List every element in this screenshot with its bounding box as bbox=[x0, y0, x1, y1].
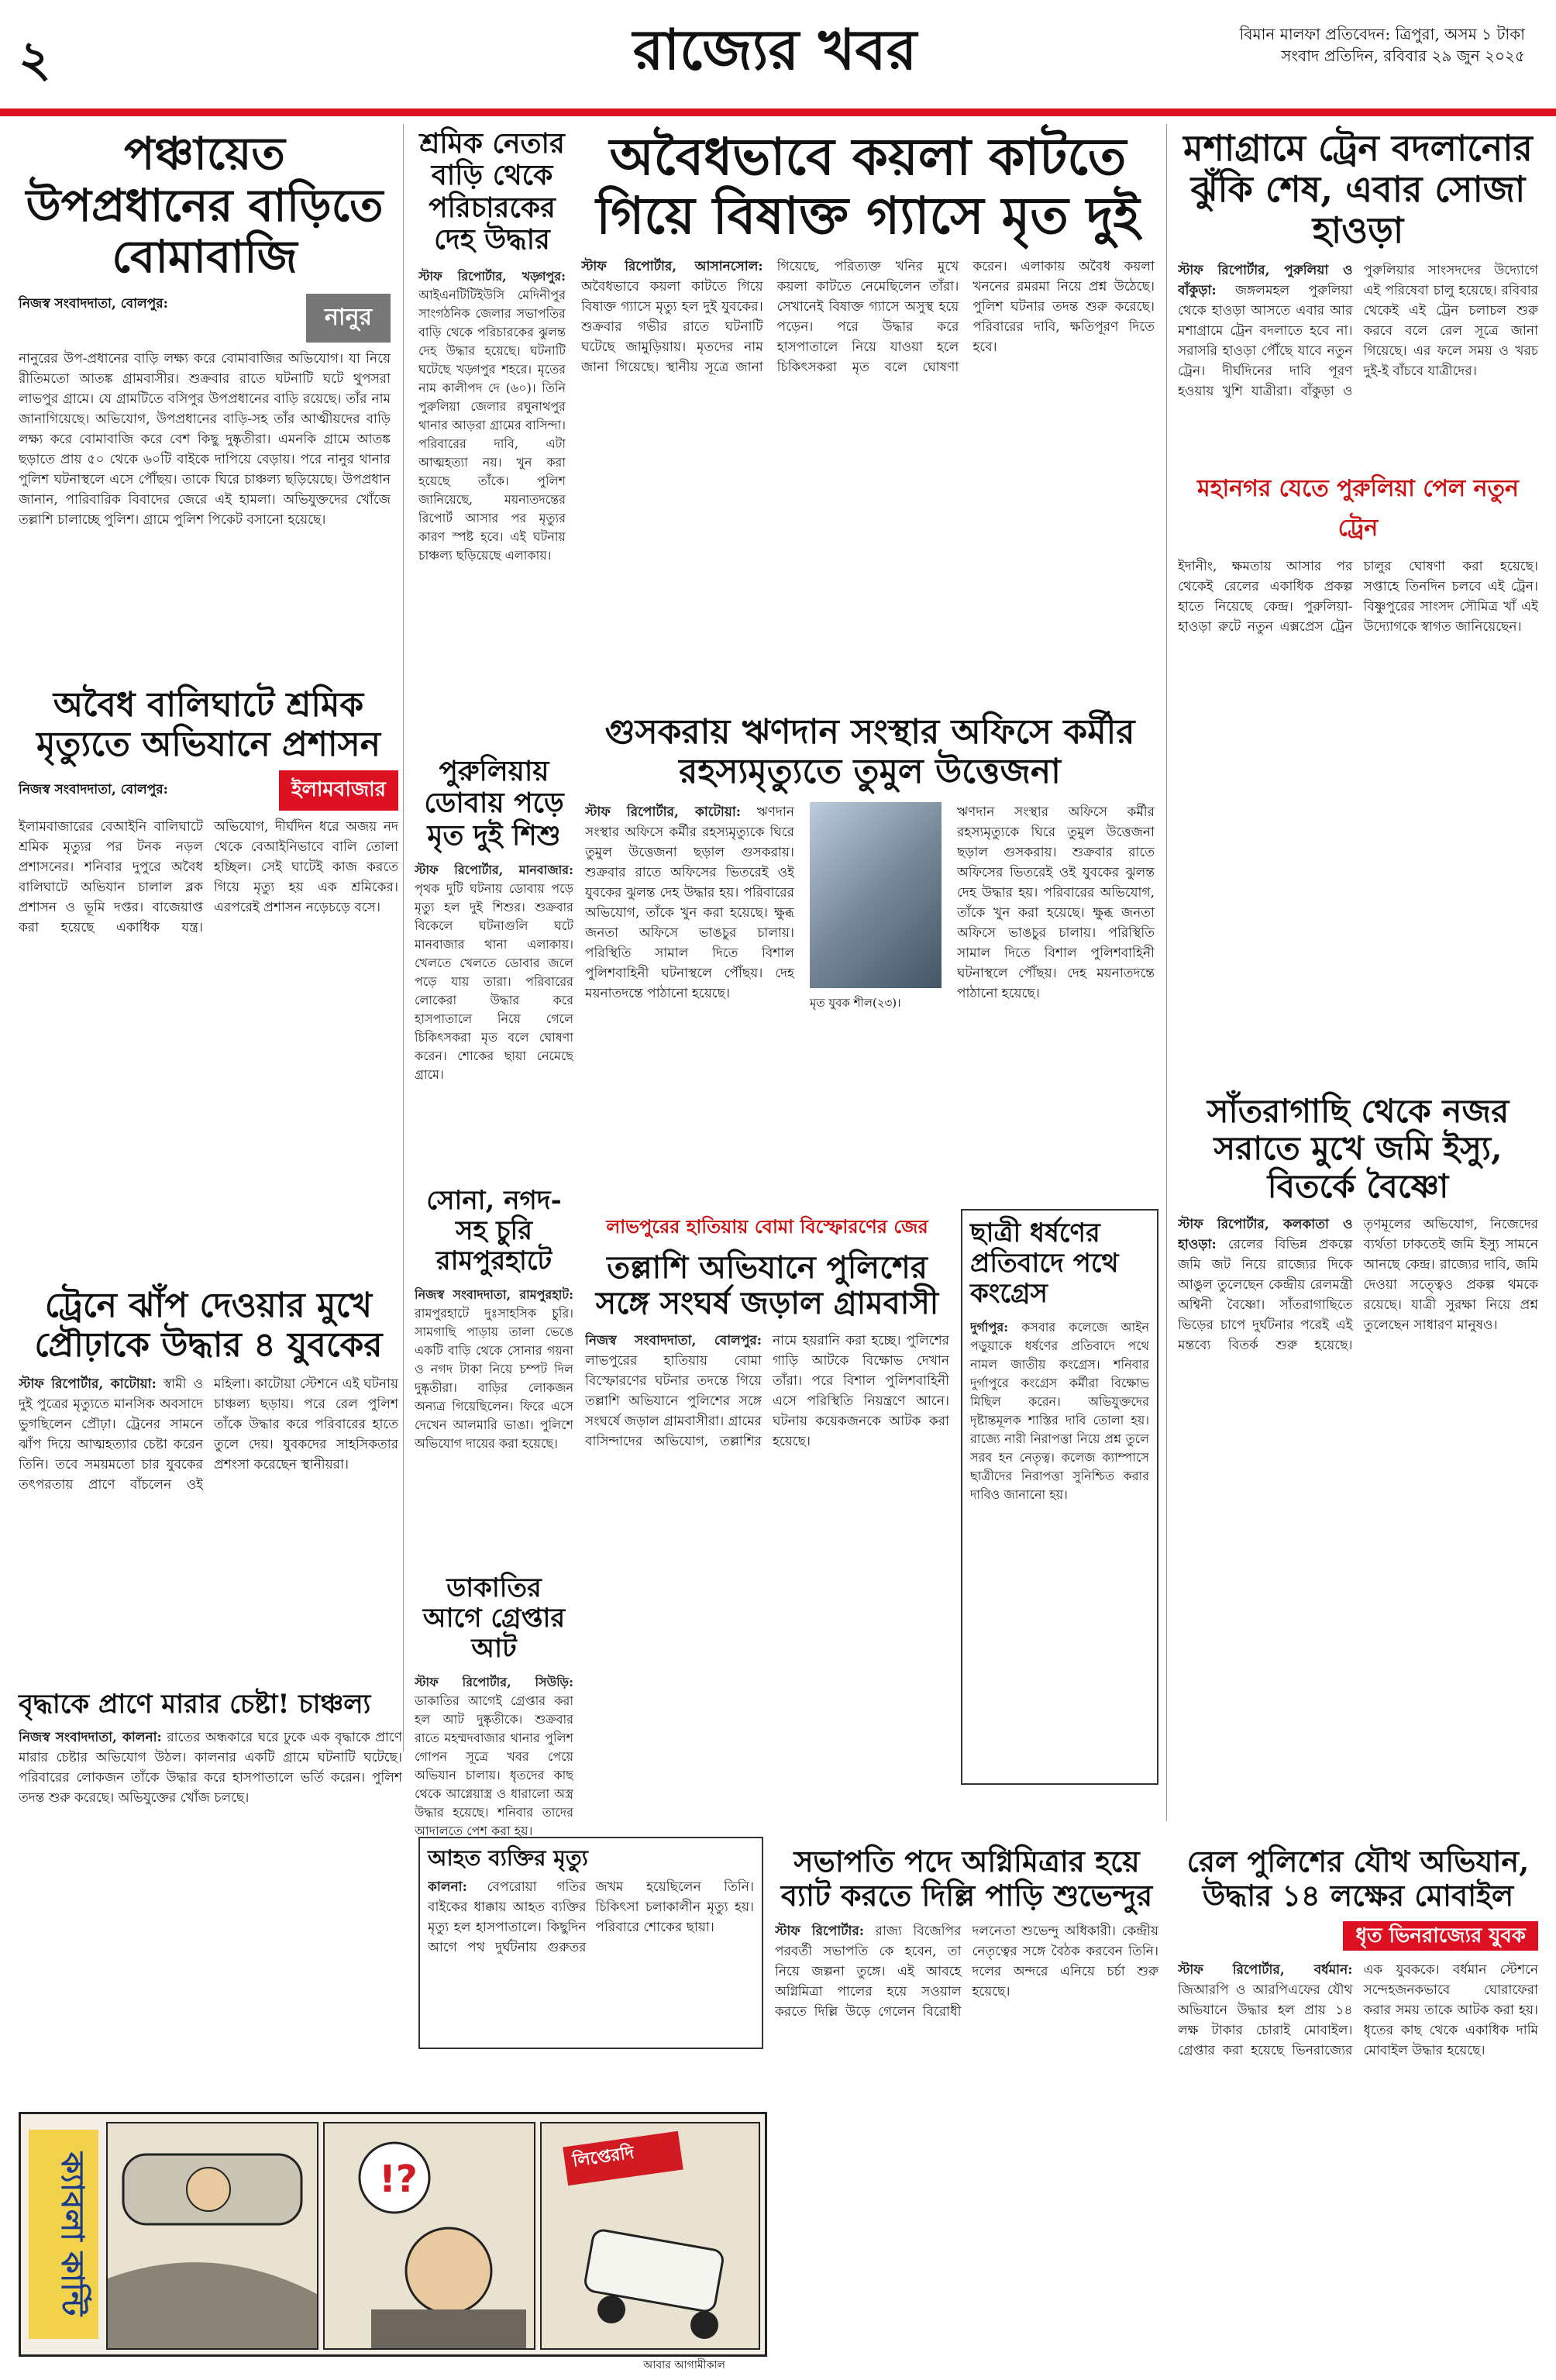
article-koyla bbox=[581, 128, 1155, 621]
article-headline: আহত ব্যক্তির মৃত্যু bbox=[428, 1845, 588, 1871]
cartoon-panel-3 bbox=[540, 2122, 760, 2350]
article-byline: স্টাফ রিপোর্টার, মানবাজার: bbox=[415, 863, 573, 878]
article-headline: সোনা, নগদ-সহ চুরি রামপুরহাটে bbox=[426, 1185, 562, 1277]
article-body: ইলামবাজারের বেআইনি বালিঘাটে শ্রমিক মৃত্যুর পর টনক নড়ল প্রশাসনের। শনিবার দুপুরে অবৈধ বালিঘাটে অভিযান চালাল ব্লক প্রশাসন ও ভূমি দপ্তর। বাজেয়াপ্ত করা হয়েছে একাধিক যন্ত্র। অভিযোগ, দীর্ঘদিন ধরে অজয় নদ থেকে বেআইনিভাবে বালি তোলা হচ্ছিল। সেই ঘাটেই কাজ করতে গিয়ে মৃত্যু হয় এক শ্রমিকের। এরপরেই প্রশাসন নড়েচড়ে বসে। bbox=[19, 819, 398, 936]
article-hatia bbox=[585, 1213, 949, 1765]
article-body: ঋণদান সংস্থার অফিসে কর্মীর রহস্যমৃত্যুকে ঘিরে তুমুল উত্তেজনা ছড়াল গুসকরায়। শুক্রবার রাতে অফিসের ভিতরেই ওই যুবকের ঝুলন্ত দেহ উদ্ধার হয়। পরিবারের অভিযোগ, তাঁকে খুন করা হয়েছে। ক্ষুব্ধ জনতা অফিসে ভাঙচুর চালায়। পরিস্থিতি সামাল দিতে বিশাল পুলিশবাহিনী ঘটনাস্থলে পৌঁছয়। দেহ ময়নাতদন্তে পাঠানো হয়েছে। bbox=[585, 804, 794, 1002]
article-agnimitra bbox=[775, 1844, 1158, 2355]
article-headline: বৃদ্ধাকে প্রাণে মারার চেষ্টা! চাঞ্চল্য bbox=[19, 1689, 371, 1720]
article-body: পৃথক দুটি ঘটনায় ডোবায় পড়ে মৃত্যু হল দুই শিশুর। শুক্রবার বিকেলে ঘটনাগুলি ঘটে মানবাজার থানা এলাকায়। খেলতে খেলতে ডোবার জলে পড়ে যায় তারা। পরিবারের লোকেরা উদ্ধার করে হাসপাতালে নিয়ে গেলে চিকিৎসকরা মৃত বলে ঘোষণা করেন। শোকের ছায়া নেমেছে গ্রামে। bbox=[415, 881, 573, 1083]
article-headline: ট্রেনে ঝাঁপ দেওয়ার মুখে প্রৌঢ়াকে উদ্ধার ৪ যুবকের bbox=[34, 1286, 383, 1365]
cartoon-credit: আবার আগামীকাল bbox=[643, 2359, 725, 2371]
cartoon-panel-2 bbox=[323, 2122, 535, 2350]
article-headline: মশাগ্রামে ট্রেন বদলানোর ঝুঁকি শেষ, এবার সোজা হাওড়া bbox=[1183, 127, 1533, 251]
article-headline: শ্রমিক নেতার বাড়ি থেকে পরিচারকের দেহ উদ্ধার bbox=[419, 127, 565, 257]
article-byline: স্টাফ রিপোর্টার, সিউড়ি: bbox=[415, 1675, 573, 1690]
article-ahata bbox=[418, 1837, 763, 2049]
cartoon-sign: লিপ্তেরদি bbox=[571, 2142, 635, 2172]
article-headline: সাঁতরাগাছি থেকে নজর সরাতে মুখে জমি ইস্যু, বিতর্কে বৈষ্ণো bbox=[1207, 1092, 1510, 1205]
article-byline: স্টাফ রিপোর্টার, কাটোয়া: bbox=[19, 1376, 157, 1393]
article-headline: পুরুলিয়ায় ডোবায় পড়ে মৃত দুই শিশু bbox=[424, 755, 564, 852]
article-headline: ছাত্রী ধর্ষণের প্রতিবাদে পথে কংগ্রেস bbox=[970, 1218, 1119, 1310]
article-body: ডাকাতির আগেই গ্রেপ্তার করা হল আট দুষ্কৃতীকে। শুক্রবার রাতে মহম্মদবাজার থানার পুলিশ গোপন সূত্রে খবর পেয়ে অভিযান চালায়। ধৃতদের কাছ থেকে আগ্নেয়াস্ত্র ও ধারালো অস্ত্র উদ্ধার হয়েছে। শনিবার তাদের আদালতে পেশ করা হয়। bbox=[415, 1693, 573, 1839]
article-byline: নিজস্ব সংবাদদাতা, বোলপুর: bbox=[19, 296, 168, 312]
article-byline: কালনা: bbox=[428, 1879, 467, 1896]
article-congress bbox=[961, 1209, 1158, 1785]
svg-text:!?: !? bbox=[379, 2158, 418, 2201]
article-kicker: লাভপুরের হাতিয়ায় বোমা বিস্ফোরণের জের bbox=[606, 1215, 928, 1238]
article-body: রেলের বিভিন্ন প্রকল্পে জমি জট নিয়ে রাজ্যের দিকে আঙুল তুলেছেন কেন্দ্রীয় রেলমন্ত্রী অশ্বিনী বৈষ্ণো। সাঁতরাগাছিতে ভিড়ের চাপে দুর্ঘটনার পরেই এই মন্তব্যে বিতর্ক শুরু হয়েছে। তৃণমূলের অভিযোগ, নিজেদের ব্যর্থতা ঢাকতেই জমি ইস্যু সামনে আনছে কেন্দ্র। রাজ্যের দাবি, জমি দেওয়া সত্ত্বেও প্রকল্প থমকে রয়েছে। যাত্রী সুরক্ষা নিয়ে প্রশ্ন তুলেছেন সাধারণ মানুষও। bbox=[1178, 1216, 1538, 1353]
article-body: আইএনটিটিইউসি মেদিনীপুর সাংগঠনিক জেলার সভাপতির বাড়ি থেকে পরিচারকের ঝুলন্ত দেহ উদ্ধার হয়েছে। ঘটনাটি ঘটেছে খড়্গপুর শহরে। মৃতের নাম কালীপদ দে (৬০)। তিনি পুরুলিয়া জেলার রঘুনাথপুর থানার আড়রা গ্রামের বাসিন্দা। পরিবারের দাবি, এটা আত্মহত্যা নয়। খুন করা হয়েছে তাঁকে। পুলিশ জানিয়েছে, ময়নাতদন্তের রিপোর্ট আসার পর মৃত্যুর কারণ স্পষ্ট হবে। এই ঘটনায় চাঞ্চল্য ছড়িয়েছে এলাকায়। bbox=[418, 287, 566, 563]
article-briddha bbox=[19, 1689, 402, 1960]
article-body: জঙ্গলমহল পুরুলিয়া থেকে হাওড়া আসতে এবার আর মশাগ্রামে ট্রেন বদলাতে হবে না। সরাসরি হাওড়া পৌঁছে যাবে নতুন ট্রেন। দীর্ঘদিনের দাবি পূরণ হওয়ায় খুশি যাত্রীরা। বাঁকুড়া ও পুরুলিয়ার সাংসদদের উদ্যোগে এই পরিষেবা চালু হয়েছে। রবিবার থেকেই এই ট্রেন চলাচল শুরু করবে বলে রেল সূত্রে জানা গিয়েছে। এর ফলে সময় ও খরচ দুই-ই বাঁচবে যাত্রীদের। bbox=[1178, 262, 1538, 399]
article-body-continued: ঋণদান সংস্থার অফিসে কর্মীর রহস্যমৃত্যুকে ঘিরে তুমুল উত্তেজনা ছড়াল গুসকরায়। শুক্রবার রাতে অফিসের ভিতরেই ওই যুবকের ঝুলন্ত দেহ উদ্ধার হয়। পরিবারের অভিযোগ, তাঁকে খুন করা হয়েছে। ক্ষুব্ধ জনতা অফিসে ভাঙচুর চালায়। পরিস্থিতি সামাল দিতে বিশাল পুলিশবাহিনী ঘটনাস্থলে পৌঁছয়। দেহ ময়নাতদন্তে পাঠানো হয়েছে। bbox=[957, 804, 1155, 1002]
article-headline: অবৈধ বালিঘাটে শ্রমিক মৃত্যুতে অভিযানে প্রশাসন bbox=[36, 685, 381, 764]
column-divider bbox=[1166, 124, 1167, 1821]
location-tag: নানুর bbox=[306, 294, 391, 343]
article-sona-nagad bbox=[415, 1186, 573, 1596]
article-byline: নিজস্ব সংবাদদাতা, কালনা: bbox=[19, 1730, 162, 1746]
location-tag: ইলামবাজার bbox=[279, 770, 398, 811]
article-shramik-neta bbox=[418, 128, 566, 670]
article-byline: স্টাফ রিপোর্টার, পুরুলিয়া ও বাঁকুড়া: bbox=[1178, 262, 1353, 298]
article-body: রাতের অন্ধকারে ঘরে ঢুকে এক বৃদ্ধাকে প্রাণে মারার চেষ্টার অভিযোগ উঠল। কালনার একটি গ্রামে ঘটনাটি ঘটেছে। পরিবারের লোকজন তাঁকে উদ্ধার করে হাসপাতালে ভর্তি করেন। পুলিশ তদন্ত শুরু করেছে। অভিযুক্তের খোঁজ চলছে। bbox=[19, 1730, 402, 1807]
article-byline: স্টাফ রিপোর্টার, বর্ধমান: bbox=[1178, 1962, 1353, 1979]
article-guskara bbox=[585, 713, 1155, 1236]
article-santragachi bbox=[1178, 1093, 1538, 1695]
article-headline: ডাকাতির আগে গ্রেপ্তার আট bbox=[422, 1572, 566, 1665]
cartoon-strip bbox=[19, 2112, 767, 2357]
article-headline: গুসকরায় ঋণদান সংস্থার অফিসে কর্মীর রহস্যমৃত্যুতে তুমুল উত্তেজনা bbox=[604, 712, 1135, 791]
cartoon-title: ক্যাবলা কান্টি bbox=[29, 2130, 98, 2339]
article-byline: স্টাফ রিপোর্টার: bbox=[775, 1924, 865, 1940]
article-body: রাজ্য বিজেপির পরবর্তী সভাপতি কে হবেন, তা নিয়ে জল্পনা তুঙ্গে। এই আবহে অগ্নিমিত্রা পালের হয়ে সওয়াল করতে দিল্লি উড়ে গেলেন বিরোধী দলনেতা শুভেন্দু অধিকারী। কেন্দ্রীয় নেতৃত্বের সঙ্গে বৈঠক করবেন তিনি। দলের অন্দরে এনিয়ে চর্চা শুরু হয়েছে। bbox=[775, 1924, 1158, 2020]
article-headline: রেল পুলিশের যৌথ অভিযান, উদ্ধার ১৪ লক্ষের মোবাইল bbox=[1186, 1844, 1530, 1913]
page-number: ২ bbox=[19, 30, 51, 88]
section-title: রাজ্যের খবর bbox=[632, 16, 917, 82]
article-body: লাভপুরের হাতিয়ায় বোমা বিস্ফোরণের ঘটনার তদন্তে গিয়ে তল্লাশি অভিযানে পুলিশের সঙ্গে সংঘর্ষে জড়াল গ্রামবাসীরা। গ্রামের বাসিন্দাদের অভিযোগ, তল্লাশির নামে হয়রানি করা হচ্ছে। পুলিশের গাড়ি আটকে বিক্ষোভ দেখান তাঁরা। পরে বিশাল পুলিশবাহিনী এসে পরিস্থিতি নিয়ন্ত্রণে আনে। ঘটনায় কয়েকজনকে আটক করা হয়েছে। bbox=[585, 1333, 949, 1449]
article-byline: স্টাফ রিপোর্টার, কলকাতা ও হাওড়া: bbox=[1178, 1216, 1353, 1252]
info-line-1: বিমান মালফা প্রতিবেদন: ত্রিপুরা, অসম ১ টাকা bbox=[1239, 25, 1525, 43]
article-byline: নিজস্ব সংবাদদাতা, বোলপুর: bbox=[19, 782, 168, 798]
article-body: রামপুরহাটে দুঃসাহসিক চুরি। সামগাছি পাড়ায় তালা ভেঙে একটি বাড়ি থেকে সোনার গয়না ও নগদ টাকা নিয়ে চম্পট দিল দুষ্কৃতীরা। বাড়ির লোকজন অন্যত্র গিয়েছিলেন। ফিরে এসে দেখেন আলমারি ভাঙা। পুলিশে অভিযোগ দায়ের করা হয়েছে। bbox=[415, 1306, 573, 1452]
article-byline: দুর্গাপুর: bbox=[970, 1320, 1009, 1335]
column-divider bbox=[403, 124, 404, 1751]
article-byline: স্টাফ রিপোর্টার, খড়্গপুর: bbox=[418, 268, 566, 284]
info-line-2: সংবাদ প্রতিদিন, রবিবার ২৯ জুন ২০২৫ bbox=[1281, 46, 1525, 65]
article-upapradhan bbox=[19, 128, 391, 713]
article-body: বেপরোয়া গতির বাইকের ধাক্কায় আহত ব্যক্তির মৃত্যু হল হাসপাতালে। কিছুদিন আগে পথ দুর্ঘটনায় গুরুতর জখম হয়েছিলেন তিনি। চিকিৎসা চলাকালীন মৃত্যু হয়। পরিবারে শোকের ছায়া। bbox=[428, 1879, 754, 1956]
car-mirror-illustration bbox=[108, 2123, 317, 2348]
article-body: নানুরের উপ-প্রধানের বাড়ি লক্ষ্য করে বোমাবাজির অভিযোগ। যা নিয়ে রীতিমতো আতঙ্ক গ্রামবাসীর। শুক্রবার রাতে ঘটনাটি ঘটে থুপসরা লাভপুর গ্রামে। যে গ্রামটিতে বসিপুর উপপ্রধানের বাড়ি রয়েছে। তাঁর নাম জানাগিয়েছে। অভিযোগ, উপপ্রধানের বাড়ি-সহ তাঁর আত্মীয়দের বাড়ি লক্ষ্য করে বোমাবাজি করে বেশ কিছু দুষ্কৃতীরা। এমনকি গ্রামে আতঙ্ক ছড়াতে প্রায় ৫০ থেকে ৬০টি বাইকে দাপিয়ে বেড়ায়। পরে নানুর থানার পুলিশ ঘটনাস্থলে এসে পৌঁছয়। তাকে ঘিরে চাঞ্চল্য ছড়িয়েছে। উপপ্রধান জানান, পারিবারিক বিবাদের জেরে এই হামলা। অভিযুক্তদের খোঁজে তল্লাশি চালাচ্ছে পুলিশ। গ্রামে পুলিশ পিকেট বসানো হয়েছে। bbox=[19, 351, 391, 529]
article-byline: নিজস্ব সংবাদদাতা, বোলপুর: bbox=[585, 1333, 762, 1348]
article-balighat bbox=[19, 686, 398, 1158]
photo-caption: মৃত যুবক শীল(২৩)। bbox=[810, 996, 901, 1011]
location-tag: ধৃত ভিনরাজ্যের যুবক bbox=[1343, 1921, 1538, 1951]
article-body: জিআরপি ও আরপিএফের যৌথ অভিযানে উদ্ধার হল প্রায় ১৪ লক্ষ টাকার চোরাই মোবাইল। গ্রেপ্তার করা হয়েছে ভিনরাজ্যের এক যুবককে। বর্ধমান স্টেশনে সন্দেহজনকভাবে ঘোরাফেরা করার সময় তাকে আটক করা হয়। ধৃতের কাছ থেকে একাধিক দামি মোবাইল উদ্ধার হয়েছে। bbox=[1178, 1962, 1538, 2059]
header-rule bbox=[0, 108, 1556, 116]
masthead-info bbox=[1240, 23, 1525, 67]
article-byline: স্টাফ রিপোর্টার, কাটোয়া: bbox=[585, 804, 742, 821]
article-byline: নিজস্ব সংবাদদাতা, রামপুরহাট: bbox=[415, 1287, 573, 1303]
article-rail-police bbox=[1178, 1844, 1538, 2324]
article-body-2: ইদানীং, ক্ষমতায় আসার পর থেকেই রেলের একাধিক প্রকল্প হাতে নিয়েছে কেন্দ্র। পুরুলিয়া-হাওড়া রুটে নতুন এক্সপ্রেস ট্রেন চালুর ঘোষণা করা হয়েছে। সপ্তাহে তিনদিন চলবে এই ট্রেন। বিষ্ণুপুরের সাংসদ সৌমিত্র খাঁ এই উদ্যোগকে স্বাগত জানিয়েছেন। bbox=[1178, 558, 1538, 635]
victim-photo bbox=[810, 802, 942, 988]
article-mashagram bbox=[1178, 128, 1538, 990]
article-body: কসবার কলেজে আইন পড়ুয়াকে ধর্ষণের প্রতিবাদে পথে নামল জাতীয় কংগ্রেস। শনিবার দুর্গাপুরে কংগ্রেস কর্মীরা বিক্ষোভ মিছিল করেন। অভিযুক্তদের দৃষ্টান্তমূলক শাস্তির দাবি তোলা হয়। রাজ্যে নারী নিরাপত্তা নিয়ে প্রশ্ন তুলে সরব হন নেতৃত্ব। কলেজ ক্যাম্পাসে ছাত্রীদের নিরাপত্তা সুনিশ্চিত করার দাবিও জানানো হয়। bbox=[970, 1320, 1149, 1503]
article-body: স্বামী ও দুই পুত্রের মৃত্যুতে মানসিক অবসাদে ভুগছিলেন প্রৌঢ়া। ট্রেনের সামনে ঝাঁপ দিয়ে আত্মহত্যার চেষ্টা করেন তিনি। তবে সময়মতো চার যুবকের তৎপরতায় প্রাণে বাঁচলেন ওই মহিলা। কাটোয়া স্টেশনে এই ঘটনায় চাঞ্চল্য ছড়ায়। পরে রেল পুলিশ তাঁকে উদ্ধার করে পরিবারের হাতে তুলে দেয়। যুবকদের সাহসিকতার প্রশংসা করেছেন স্থানীয়রা। bbox=[19, 1376, 398, 1493]
article-headline: সভাপতি পদে অগ্নিমিত্রার হয়ে ব্যাট করতে দিল্লি পাড়ি শুভেন্দুর bbox=[780, 1844, 1153, 1913]
cartoon-panel-1 bbox=[106, 2122, 318, 2350]
article-body: অবৈধভাবে কয়লা কাটতে গিয়ে বিষাক্ত গ্যাসে মৃত্যু হল দুই যুবকের। শুক্রবার গভীর রাতে ঘটনাটি ঘটেছে জামুড়িয়ায়। মৃতদের নাম জানা গিয়েছে। স্থানীয় সূত্রে জানা গিয়েছে, পরিত্যক্ত খনির মুখে কয়লা কাটতে নেমেছিলেন তাঁরা। সেখানেই বিষাক্ত গ্যাসে অসুস্থ হয়ে পড়েন। পরে উদ্ধার করে হাসপাতালে নিয়ে যাওয়া হলে চিকিৎসকরা মৃত বলে ঘোষণা করেন। এলাকায় অবৈধ কয়লা খননের রমরমা নিয়ে প্রশ্ন উঠেছে। পুলিশ ঘটনার তদন্ত শুরু করেছে। পরিবারের দাবি, ক্ষতিপূরণ দিতে হবে। bbox=[581, 258, 1155, 375]
article-byline: স্টাফ রিপোর্টার, আসানসোল: bbox=[581, 258, 763, 274]
article-headline: অবৈধভাবে কয়লা কাটতে গিয়ে বিষাক্ত গ্যাসে মৃত দুই bbox=[596, 126, 1140, 246]
article-headline: পঞ্চায়েত উপপ্রধানের বাড়িতে বোমাবাজি bbox=[26, 127, 384, 284]
article-headline: তল্লাশি অভিযানে পুলিশের সঙ্গে সংঘর্ষ জড়াল গ্রামবাসী bbox=[595, 1249, 939, 1321]
surprised-driver-illustration bbox=[325, 2123, 534, 2348]
article-subhead: মহানগর যেতে পুরুলিয়া পেল নতুন ট্রেন bbox=[1197, 474, 1519, 542]
article-dobay bbox=[415, 756, 573, 1218]
